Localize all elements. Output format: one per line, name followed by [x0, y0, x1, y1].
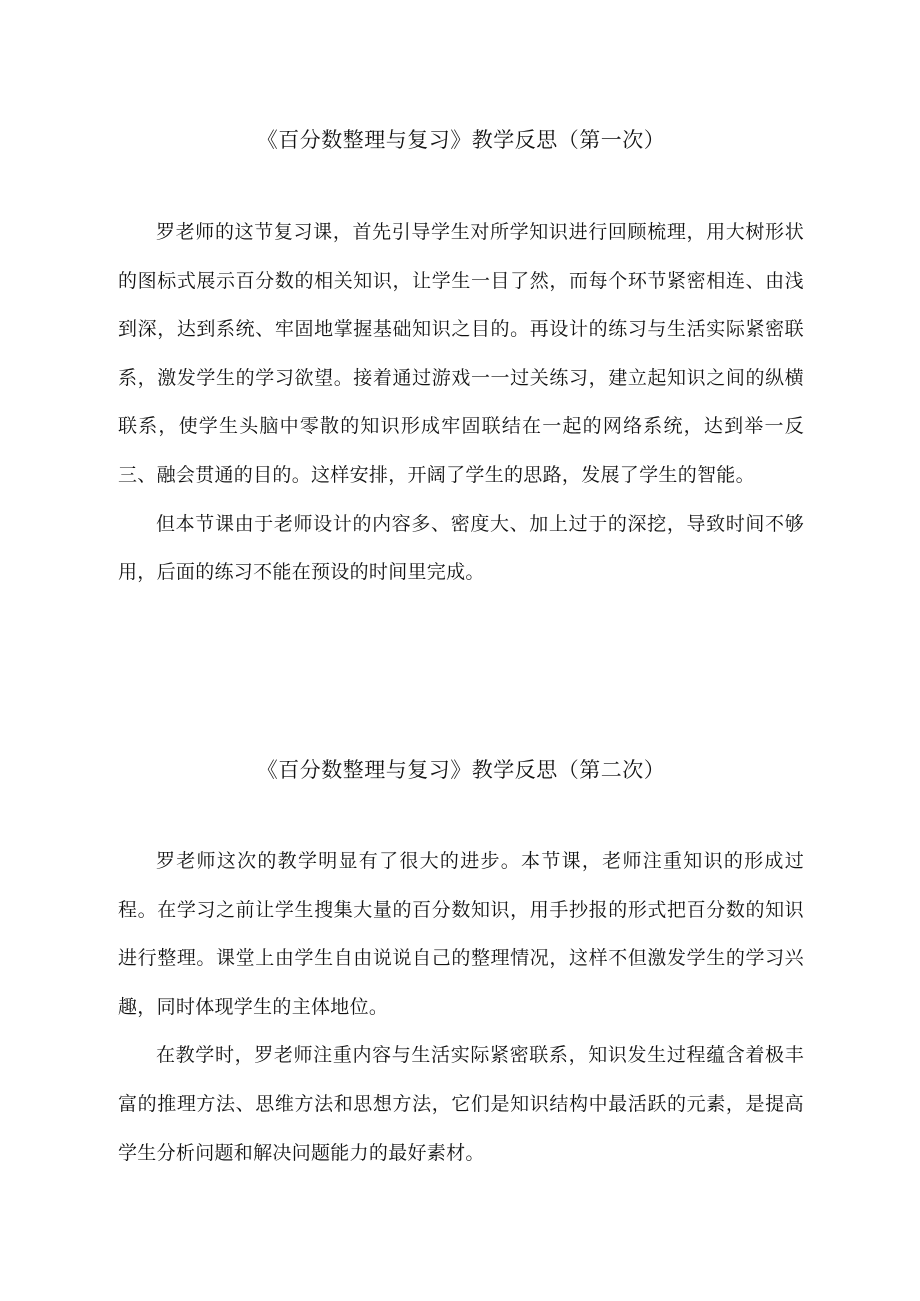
paragraph: 在教学时，罗老师注重内容与生活实际紧密联系，知识发生过程蕴含着极丰富的推理方法、思维方法和思想方法，它们是知识结构中最活跃的元素，是提高学生分析问题和解决问题能力的最好素材。	[118, 1044, 804, 1164]
paragraph: 但本节课由于老师设计的内容多、密度大、加上过于的深挖，导致时间不够用，后面的练习不能在预设的时间里完成。	[118, 512, 804, 584]
paragraph: 罗老师这次的教学明显有了很大的进步。本节课，老师注重知识的形成过程。在学习之前让学生搜集大量的百分数知识，用手抄报的形式把百分数的知识进行整理。课堂上由学生自由说说自己的整理情况，这样不但激发学生的学习兴趣，同时体现学生的主体地位。	[118, 850, 804, 1018]
section-title: 《百分数整理与复习》教学反思（第一次）	[256, 128, 666, 152]
paragraph: 罗老师的这节复习课，首先引导学生对所学知识进行回顾梳理，用大树形状的图标式展示百分数的相关知识，让学生一目了然，而每个环节紧密相连、由浅到深，达到系统、牢固地掌握基础知识之目的。再设计的练习与生活实际紧密联系，激发学生的学习欲望。接着通过游戏一一过关练习，建立起知识之间的纵横联系，使学生头脑中零散的知识形成牢固联结在一起的网络系统，达到举一反三、融会贯通的目的。这样安排，开阔了学生的思路，发展了学生的智能。	[118, 221, 804, 486]
section-body	[118, 837, 804, 1177]
section-body	[118, 208, 804, 597]
reflection-section-second	[118, 748, 804, 1177]
reflection-section-first	[118, 118, 804, 597]
section-title: 《百分数整理与复习》教学反思（第二次）	[256, 758, 666, 782]
